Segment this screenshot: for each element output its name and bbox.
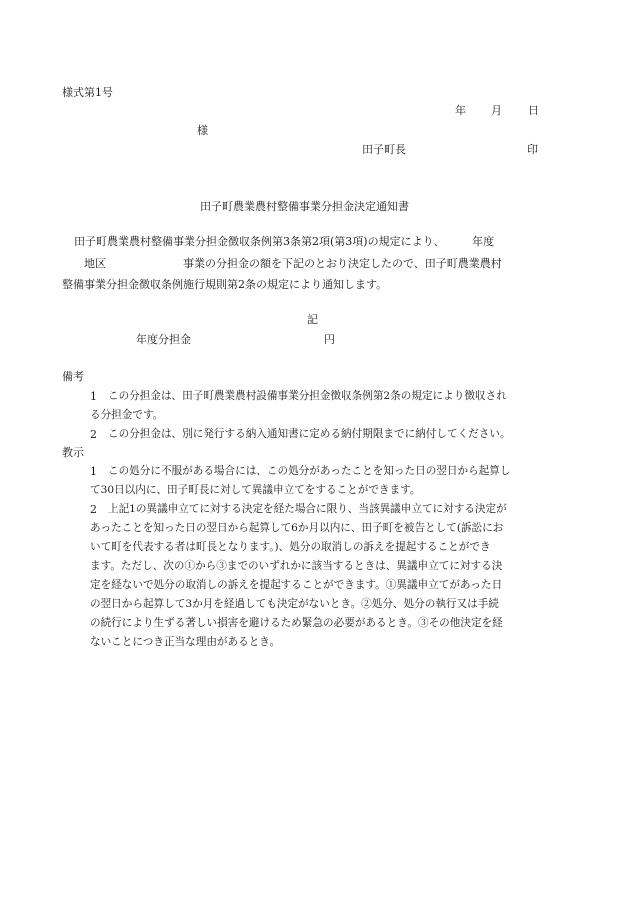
document-title: 田子町農業農村整備事業分担金決定通知書 — [200, 200, 409, 213]
instruction-heading: 教示 — [62, 446, 84, 459]
amount-label: 年度分担金 — [136, 333, 191, 346]
instruction-1-line-1: この処分に不服がある場合には、この処分があったことを知った日の翌日から起算し — [108, 465, 511, 477]
date-day-label: 日 — [528, 104, 539, 117]
instruction-1-number: 1 — [90, 465, 97, 478]
instruction-2-line-5: 定を経ないで処分の取消しの訴えを提起することができます。①異議申立てがあった日 — [90, 579, 503, 591]
date-year-label: 年 — [455, 104, 466, 117]
addressee-suffix: 様 — [197, 124, 208, 137]
instruction-2-line-7: の続行により生ずる著しい損害を避けるため緊急の必要があるとき。③その他決定を経 — [90, 617, 503, 629]
instruction-2-line-6: の翌日から起算して3か月を経過しても決定がないとき。②処分、処分の執行又は手続 — [90, 598, 499, 610]
remark-1-line-2: る分担金です。 — [90, 409, 164, 421]
instruction-2-number: 2 — [90, 503, 97, 516]
form-number: 様式第1号 — [62, 86, 113, 99]
remark-2-line-1: この分担金は、別に発行する納入通知書に定める納付期限までに納付してください。 — [108, 428, 511, 440]
instruction-2-line-8: ないことにつき正当な理由があるとき。 — [90, 636, 281, 648]
remark-1-line-1: この分担金は、田子町農業農村設備事業分担金徴収条例第2条の規定により徴収され — [108, 390, 507, 402]
issuer-title: 田子町長 — [362, 143, 406, 156]
instruction-2-line-3: いて町を代表する者は町長となります。)、処分の取消しの訴えを提起することができ — [90, 541, 491, 553]
instruction-1-line-2: て30日以内に、田子町長に対して異議申立てをすることができます。 — [90, 484, 421, 496]
instruction-2-line-1: 上記1の異議申立てに対する決定を経た場合に限り、当該異議申立てに対する決定が — [108, 503, 507, 515]
ki-marker: 記 — [307, 313, 318, 326]
body-line-1: 田子町農業農村整備事業分担金徴収条例第3条第2項(第3項)の規定により、 年度 — [74, 235, 495, 248]
issuer-seal: 印 — [527, 143, 538, 156]
remark-2-number: 2 — [90, 428, 97, 441]
remark-1-number: 1 — [90, 390, 97, 403]
instruction-2-line-2: あったことを知った日の翌日から起算して6か月以内に、田子町を被告として(訴訟にお — [90, 522, 504, 534]
date-month-label: 月 — [491, 104, 502, 117]
remarks-heading: 備考 — [62, 370, 84, 383]
instruction-2-line-4: ます。ただし、次の①から③までのいずれかに該当するときは、異議申立てに対する決 — [90, 560, 503, 572]
body-line-3: 整備事業分担金徴収条例施行規則第2条の規定により通知します。 — [62, 278, 388, 291]
amount-unit: 円 — [324, 333, 335, 346]
body-line-2: 地区 事業の分担金の額を下記のとおり決定したので、田子町農業農村 — [62, 257, 502, 270]
